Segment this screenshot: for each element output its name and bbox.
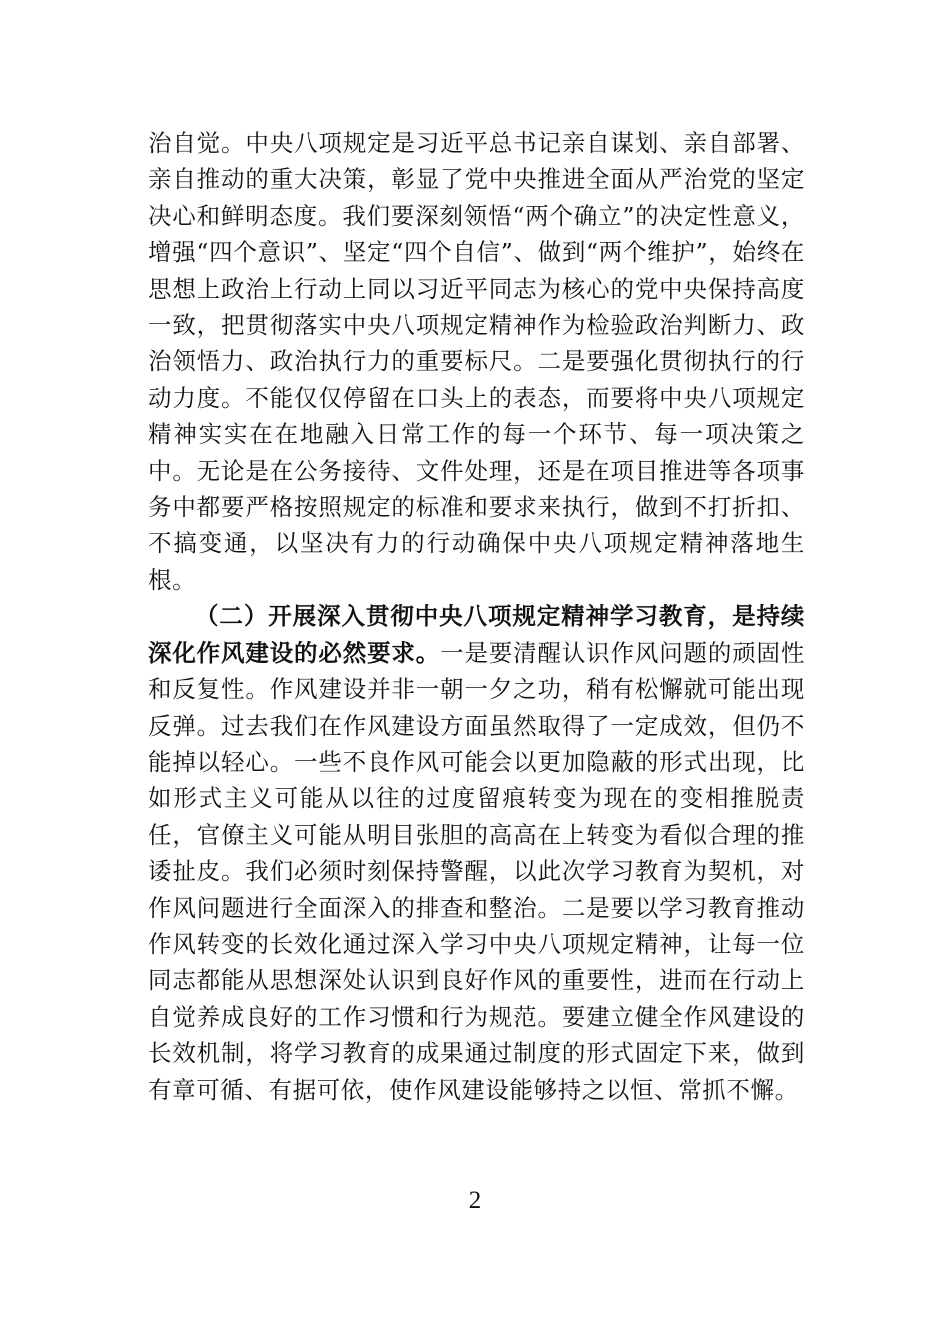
page-number: 2 (468, 1187, 482, 1214)
paragraph-1-text: 治自觉。中央八项规定是习近平总书记亲自谋划、亲自部署、亲自推动的重大决策，彰显了党中央推进全面从严治党的坚定决心和鲜明态度。我们要深刻领悟“两个确立”的决定性意义，增强“四个意识”、坚定“四个自信”、做到“两个维护”，始终在思想上政治上行动上同以习近平同志为核心的党中央保持高度一致，把贯彻落实中央八项规定精神作为检验政治判断力、政治领悟力、政治执行力的重要标尺。二是要强化贯彻执行的行动力度。不能仅仅停留在口头上的表态，而要将中央八项规定精神实实在在地融入日常工作的每一个环节、每一项决策之中。无论是在公务接待、文件处理，还是在项目推进等各项事务中都要严格按照规定的标准和要求来执行，做到不打折扣、不搞变通，以坚决有力的行动确保中央八项规定精神落地生根。 (148, 129, 805, 594)
paragraph-1 (148, 125, 805, 598)
paragraph-2 (148, 598, 805, 1108)
section-heading: （二）开展深入贯彻中央八项规定精神学习教育，是持续深化作风建设的必然要求。 (148, 602, 805, 667)
body-text (148, 125, 805, 1108)
paragraph-2-text: 一是要清醒认识作风问题的顽固性和反复性。作风建设并非一朝一夕之功，稍有松懈就可能出现反弹。过去我们在作风建设方面虽然取得了一定成效，但仍不能掉以轻心。一些不良作风可能会以更加隐蔽的形式出现，比如形式主义可能从以往的过度留痕转变为现在的变相推脱责任，官僚主义可能从明目张胆的高高在上转变为看似合理的推诿扯皮。我们必须时刻保持警醒，以此次学习教育为契机，对作风问题进行全面深入的排查和整治。二是要以学习教育推动作风转变的长效化通过深入学习中央八项规定精神，让每一位同志都能从思想深处认识到良好作风的重要性，进而在行动上自觉养成良好的工作习惯和行为规范。要建立健全作风建设的长效机制，将学习教育的成果通过制度的形式固定下来，做到有章可循、有据可依，使作风建设能够持之以恒、常抓不懈。 (148, 638, 805, 1104)
